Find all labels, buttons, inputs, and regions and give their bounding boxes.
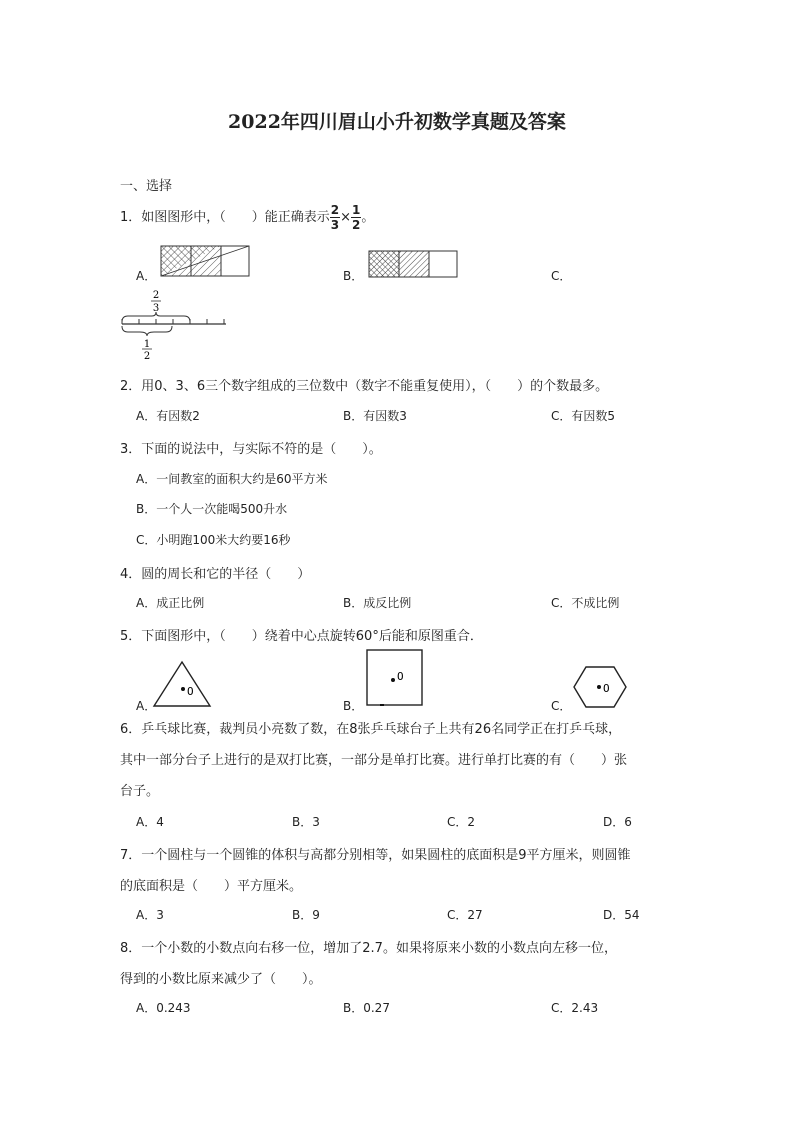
q6-option-a[interactable]: A．4 — [136, 815, 164, 829]
center-label: O — [603, 682, 610, 695]
question-1 — [120, 203, 374, 232]
question-4: 4．圆的周长和它的半径（ ） — [120, 567, 311, 582]
fraction-two-thirds — [330, 203, 340, 232]
q7-option-c[interactable]: C．27 — [447, 908, 483, 922]
q1-figure-b — [368, 250, 460, 278]
question-1-end: 。 — [361, 210, 375, 225]
q1-figure-a — [160, 245, 252, 277]
figure-c-bottom-den: 2 — [143, 351, 151, 362]
question-5: 5．下面图形中，（ ）绕着中心点旋转60°后能和原图重合． — [120, 629, 483, 644]
q3-option-c[interactable]: C．小明跑100米大约要16秒 — [136, 533, 291, 547]
q5-option-a[interactable]: A． — [136, 699, 157, 713]
question-6-line-3: 台子。 — [120, 784, 160, 799]
q8-option-a[interactable]: A．0.243 — [136, 1001, 191, 1015]
q4-option-a[interactable]: A．成正比例 — [136, 596, 205, 610]
question-3: 3．下面的说法中，与实际不符的是（ ）。 — [120, 442, 382, 457]
q3-option-a[interactable]: A．一间教室的面积大约是60平方米 — [136, 472, 328, 486]
q8-option-c[interactable]: C．2.43 — [551, 1001, 599, 1015]
figure-c-top-num: 2 — [152, 290, 160, 301]
q8-option-b[interactable]: B．0.27 — [343, 1001, 390, 1015]
q6-option-c[interactable]: C．2 — [447, 815, 476, 829]
q4-option-c[interactable]: C．不成比例 — [551, 596, 620, 610]
fraction-one-half — [351, 203, 361, 232]
q2-option-c[interactable]: C．有因数5 — [551, 409, 616, 423]
q7-option-a[interactable]: A．3 — [136, 908, 164, 922]
figure-c-bottom-num: 1 — [143, 339, 151, 350]
q5-option-c[interactable]: C． — [551, 699, 572, 713]
question-6-line-1: 6．乒乓球比赛，裁判员小亮数了数，在8张乒乓球台子上共有26名同学正在打乒乓球， — [120, 722, 622, 737]
center-label: O — [397, 670, 404, 683]
q1-figure-c — [120, 288, 230, 360]
q5-option-b[interactable]: B． — [343, 699, 364, 713]
question-8-line-1: 8．一个小数的小数点向右移一位，增加了2.7。如果将原来小数的小数点向左移一位， — [120, 941, 617, 956]
center-label: O — [187, 685, 194, 698]
q2-option-a[interactable]: A．有因数2 — [136, 409, 200, 423]
section-heading: 一、选择 — [120, 179, 173, 194]
question-2: 2．用0、3、6三个数字组成的三位数中（数字不能重复使用），（ ）的个数最多。 — [120, 379, 609, 394]
question-8-line-2: 得到的小数比原来减少了（ ）。 — [120, 972, 322, 987]
q2-option-b[interactable]: B．有因数3 — [343, 409, 407, 423]
q7-option-d[interactable]: D．54 — [603, 908, 640, 922]
q1-option-b[interactable]: B． — [343, 269, 364, 283]
times-sign: × — [340, 210, 352, 225]
fraction-numerator: 1 — [352, 203, 361, 217]
question-1-text: 1．如图图形中，（ ）能正确表示 — [120, 210, 330, 225]
fraction-denominator: 2 — [352, 218, 361, 232]
fraction-denominator: 3 — [330, 218, 340, 232]
q5-triangle-figure — [152, 660, 212, 708]
question-6-line-2: 其中一部分台子上进行的是双打比赛，一部分是单打比赛。进行单打比赛的有（ ）张 — [120, 753, 628, 768]
q1-option-c[interactable]: C． — [551, 269, 572, 283]
figure-c-top-den: 3 — [152, 303, 160, 314]
q4-option-b[interactable]: B．成反比例 — [343, 596, 412, 610]
question-7-line-2: 的底面积是（ ）平方厘米。 — [120, 879, 303, 894]
q6-option-b[interactable]: B．3 — [292, 815, 320, 829]
q7-option-b[interactable]: B．9 — [292, 908, 320, 922]
q3-option-b[interactable]: B．一个人一次能喝500升水 — [136, 502, 288, 516]
q5-square-figure — [366, 649, 424, 709]
q6-option-d[interactable]: D．6 — [603, 815, 632, 829]
page-title: 2022年四川眉山小升初数学真题及答案 — [228, 111, 566, 133]
q1-option-a[interactable]: A． — [136, 269, 157, 283]
fraction-numerator: 2 — [330, 203, 340, 217]
question-7-line-1: 7．一个圆柱与一个圆锥的体积与高都分别相等，如果圆柱的底面积是9平方厘米，则圆锥 — [120, 848, 631, 863]
q5-hexagon-figure — [572, 665, 628, 709]
